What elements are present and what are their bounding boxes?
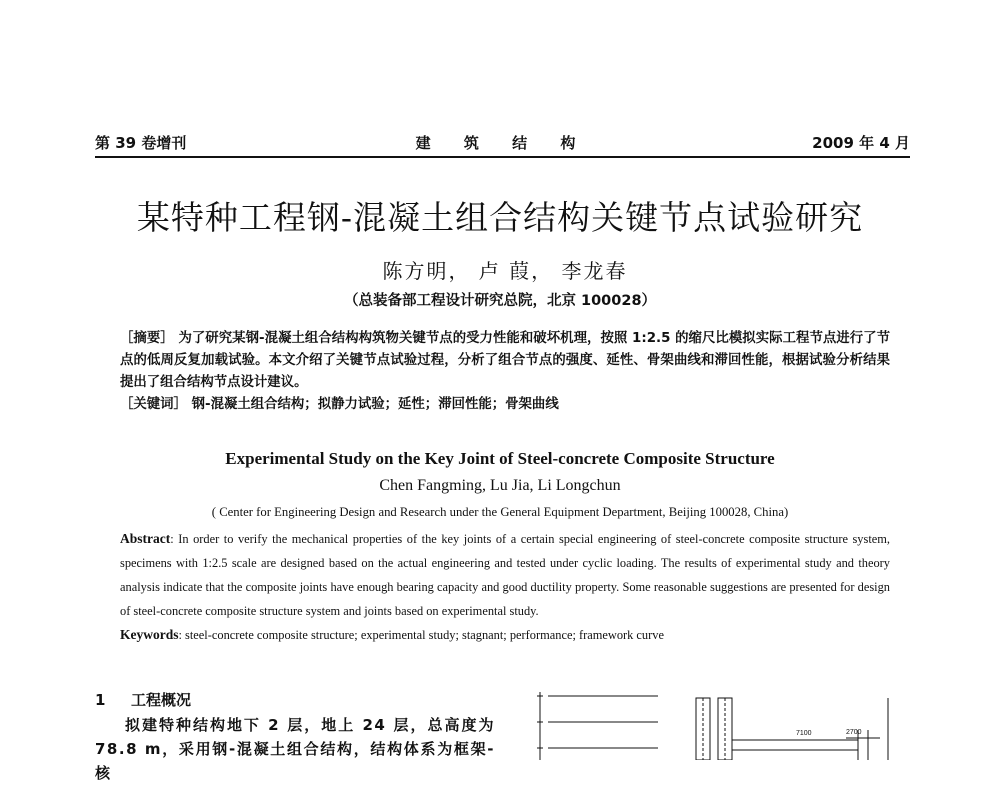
abstract-cn-label: ［摘要］: [120, 331, 174, 346]
keywords-en-label: Keywords: [120, 627, 179, 642]
paper-title-en: Experimental Study on the Key Joint of Steel-concrete Composite Structure: [225, 449, 775, 468]
authors-cn: 陈方明， 卢 葭， 李龙春: [382, 259, 628, 283]
abstract-en-body: [120, 527, 890, 623]
keywords-en-text: : steel-concrete composite structure; experimental study; stagnant; performance; framework curve: [178, 628, 664, 642]
affiliation-en: ( Center for Engineering Design and Research under the General Equipment Department, Beijing 100028, China): [211, 505, 789, 519]
abstract-en-label: Abstract: [120, 531, 171, 546]
journal-name: 建 筑 结 构: [415, 134, 590, 152]
abstract-cn-body: [120, 328, 890, 394]
abstract-cn: [120, 328, 890, 416]
paper-title-cn: 某特种工程钢-混凝土组合结构关键节点试验研究: [136, 198, 864, 237]
authors-en: Chen Fangming, Lu Jia, Li Longchun: [379, 477, 621, 494]
running-header: [95, 126, 910, 158]
figure-dimension-label: 2700: [846, 729, 862, 736]
issue-date: 2009 年 4 月: [812, 134, 910, 152]
keywords-en: [120, 623, 890, 647]
affiliation-cn: （总装备部工程设计研究总院，北京 100028）: [343, 293, 657, 309]
keywords-cn: [120, 394, 890, 416]
section-number: 1: [95, 691, 106, 709]
keywords-cn-label: ［关键词］: [120, 397, 187, 412]
abstract-en-text: : In order to verify the mechanical properties of the key joints of a certain special engineering of steel-concrete composite structure system, specimens with 1:2.5 scale are designed based on the actual engineering and tested under cyclic loading. The results of experimental study and theory analysis indicate that the composite joints have enough bearing capacity and good ductility property. Some reasonable suggestions are presented for design of steel-concrete composite structure system and joints based on experimental study.: [120, 532, 890, 618]
journal-volume: 第 39 卷增刊: [95, 134, 187, 152]
abstract-cn-text: 为了研究某钢-混凝土组合结构构筑物关键节点的受力性能和破坏机理，按照 1:2.5 的缩尺比模拟实际工程节点进行了节点的低周反复加载试验。本文介绍了关键节点试验过程，分析了组合节点的强度、延性、骨架曲线和滞回性能，根据试验分析结果提出了组合结构节点设计建议。: [120, 331, 890, 390]
keywords-cn-text: 钢-混凝土组合结构；拟静力试验；延性；滞回性能；骨架曲线: [186, 397, 559, 412]
figure-dimension-label: 7100: [796, 730, 812, 737]
abstract-en: [120, 527, 890, 647]
section-title: 工程概况: [131, 691, 192, 709]
structural-drawing-figure: [528, 686, 908, 760]
section-1-body: [95, 713, 495, 785]
body-paragraph: 拟建特种结构地下 2 层，地上 24 层，总高度为 78.8 m，采用钢-混凝土组合结构，结构体系为框架-核: [95, 716, 495, 782]
section-1-heading: [95, 689, 191, 710]
